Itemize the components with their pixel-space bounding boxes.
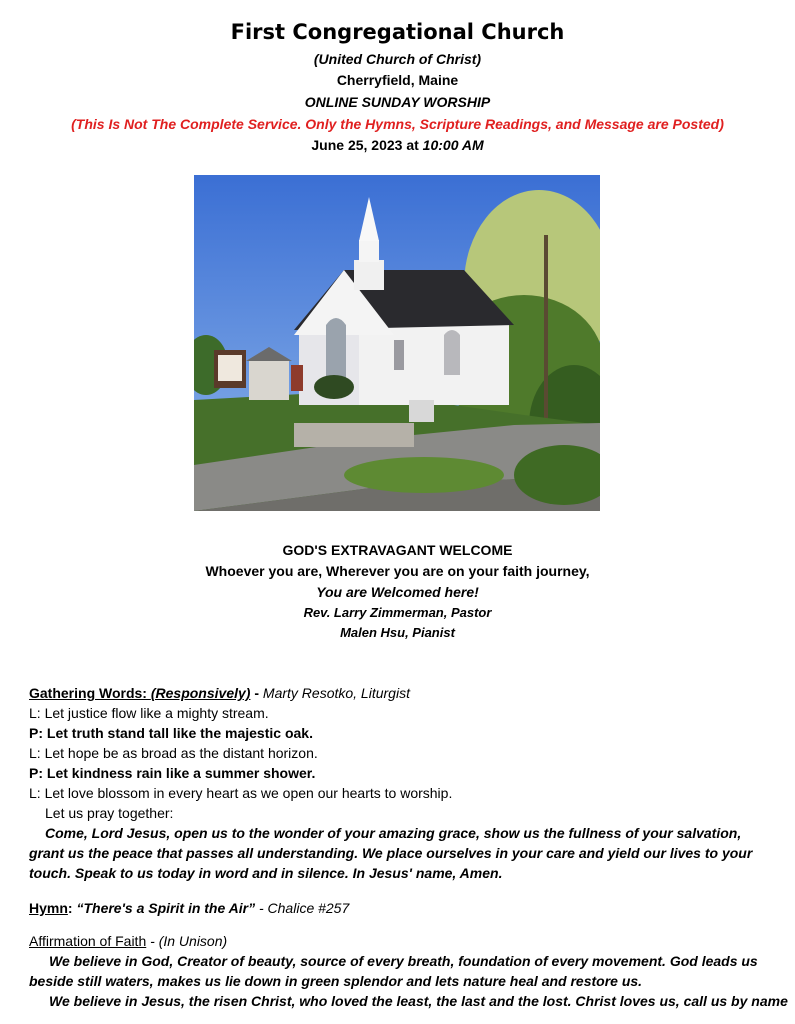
service-date: [0, 137, 795, 153]
gathering-line-4: P: Let kindness rain like a summer shower.: [29, 765, 316, 781]
gathering-line-1: L: Let justice flow like a mighty stream.: [29, 705, 269, 721]
hymn-line: [29, 898, 769, 918]
affirmation-mode: - (In Unison): [146, 933, 228, 949]
welcome-heading: GOD'S EXTRAVAGANT WELCOME: [282, 542, 513, 558]
hymn-source: - Chalice #257: [255, 900, 350, 916]
pianist-name: Malen Hsu, Pianist: [340, 625, 455, 640]
church-name: First Congregational Church: [230, 20, 565, 44]
hymn-colon: :: [67, 900, 77, 916]
time-text: 10:00 AM: [422, 137, 484, 153]
affirmation-header: [29, 931, 769, 951]
gathering-words-header: [29, 683, 769, 703]
date-text: June 25, 2023 at: [311, 137, 423, 153]
pastor-name: Rev. Larry Zimmerman, Pastor: [303, 605, 492, 620]
affirmation-label: Affirmation of Faith: [29, 933, 147, 949]
gathering-mode: (Responsively): [150, 685, 251, 701]
gathering-liturgist: Marty Resotko, Liturgist: [262, 685, 410, 701]
gathering-label: Gathering Words:: [29, 685, 151, 701]
gathering-dash: -: [250, 685, 263, 701]
service-type: ONLINE SUNDAY WORSHIP: [304, 94, 491, 110]
gathering-line-6: Let us pray together:: [45, 805, 174, 821]
denomination: (United Church of Christ): [313, 51, 482, 67]
affirmation-para-1: We believe in God, Creator of beauty, source of every breath, foundation of every movement. God leads us beside still waters, makes us lie down in green splendor and lets nature heal and restore us.: [29, 953, 758, 989]
affirmation-para-2: We believe in Jesus, the risen Christ, who loved the least, the last and the lost. Christ loves us, call us by name: [49, 993, 788, 1009]
gathering-line-2: P: Let truth stand tall like the majestic oak.: [29, 725, 313, 741]
welcome-line-1: Whoever you are, Wherever you are on your faith journey,: [205, 563, 590, 579]
location: Cherryfield, Maine: [336, 72, 459, 88]
gathering-line-5: L: Let love blossom in every heart as we open our hearts to worship.: [29, 785, 453, 801]
service-notice: (This Is Not The Complete Service. Only the Hymns, Scripture Readings, and Message are Posted): [71, 116, 724, 132]
opening-prayer: Come, Lord Jesus, open us to the wonder of your amazing grace, show us the fullness of your salvation, grant us the peace that passes all understanding. We place ourselves in your care and yield our lives to your touch. Speak to us today in word and in silence. In Jesus' name, Amen.: [29, 825, 753, 881]
gathering-line-3: L: Let hope be as broad as the distant horizon.: [29, 745, 318, 761]
hymn-label: Hymn: [29, 900, 68, 916]
hymn-title: “There's a Spirit in the Air”: [76, 900, 256, 916]
church-photo: [194, 175, 600, 511]
welcome-line-2: You are Welcomed here!: [316, 584, 479, 600]
